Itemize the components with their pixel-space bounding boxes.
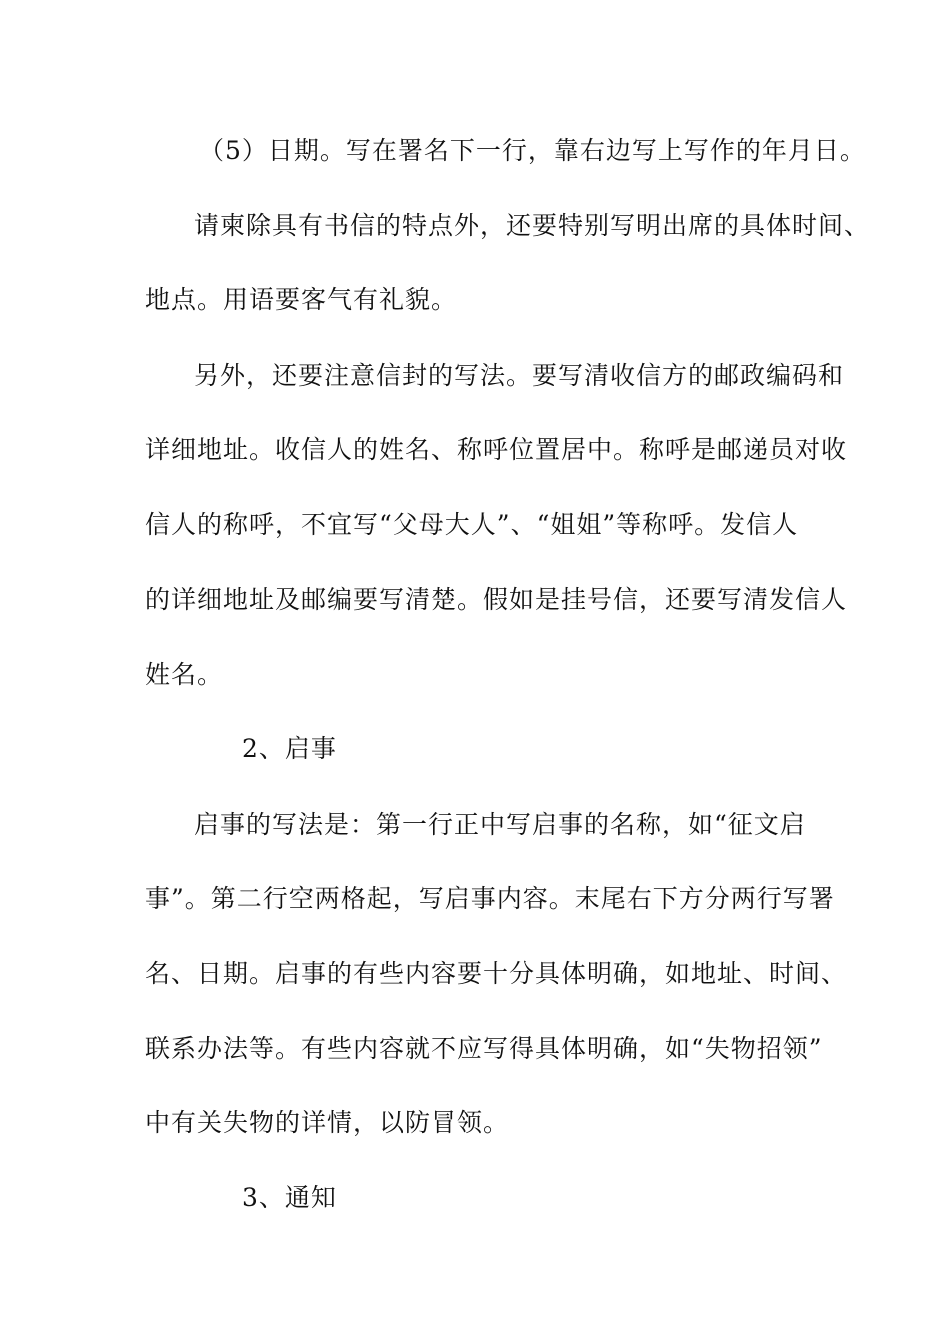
paragraph-line: 启事的写法是：第一行正中写启事的名称，如“征文启 <box>194 810 806 839</box>
paragraph-line: 请柬除具有书信的特点外，还要特别写明出席的具体时间、 <box>194 211 871 240</box>
paragraph-line: 地点。用语要客气有礼貌。 <box>145 285 458 314</box>
paragraph-line: 名、日期。启事的有些内容要十分具体明确，如地址、时间、 <box>145 959 848 988</box>
paragraph-line: 详细地址。收信人的姓名、称呼位置居中。称呼是邮递员对收 <box>145 435 848 464</box>
paragraph-line: （5）日期。写在署名下一行，靠右边写上写作的年月日。 <box>199 136 866 165</box>
paragraph-line: 事”。第二行空两格起，写启事内容。末尾右下方分两行写署 <box>145 884 835 913</box>
paragraph-line: 另外，还要注意信封的写法。要写清收信方的邮政编码和 <box>194 361 845 390</box>
section-heading: 3、通知 <box>242 1183 337 1212</box>
paragraph-line: 中有关失物的详情，以防冒领。 <box>145 1108 510 1137</box>
paragraph-line: 联系办法等。有些内容就不应写得具体明确，如“失物招领” <box>145 1034 823 1063</box>
paragraph-line: 姓名。 <box>145 660 224 689</box>
section-heading: 2、启事 <box>242 734 337 763</box>
paragraph-line: 信人的称呼，不宜写“父母大人”、“姐姐”等称呼。发信人 <box>145 510 799 539</box>
paragraph-line: 的详细地址及邮编要写清楚。假如是挂号信，还要写清发信人 <box>145 585 848 614</box>
